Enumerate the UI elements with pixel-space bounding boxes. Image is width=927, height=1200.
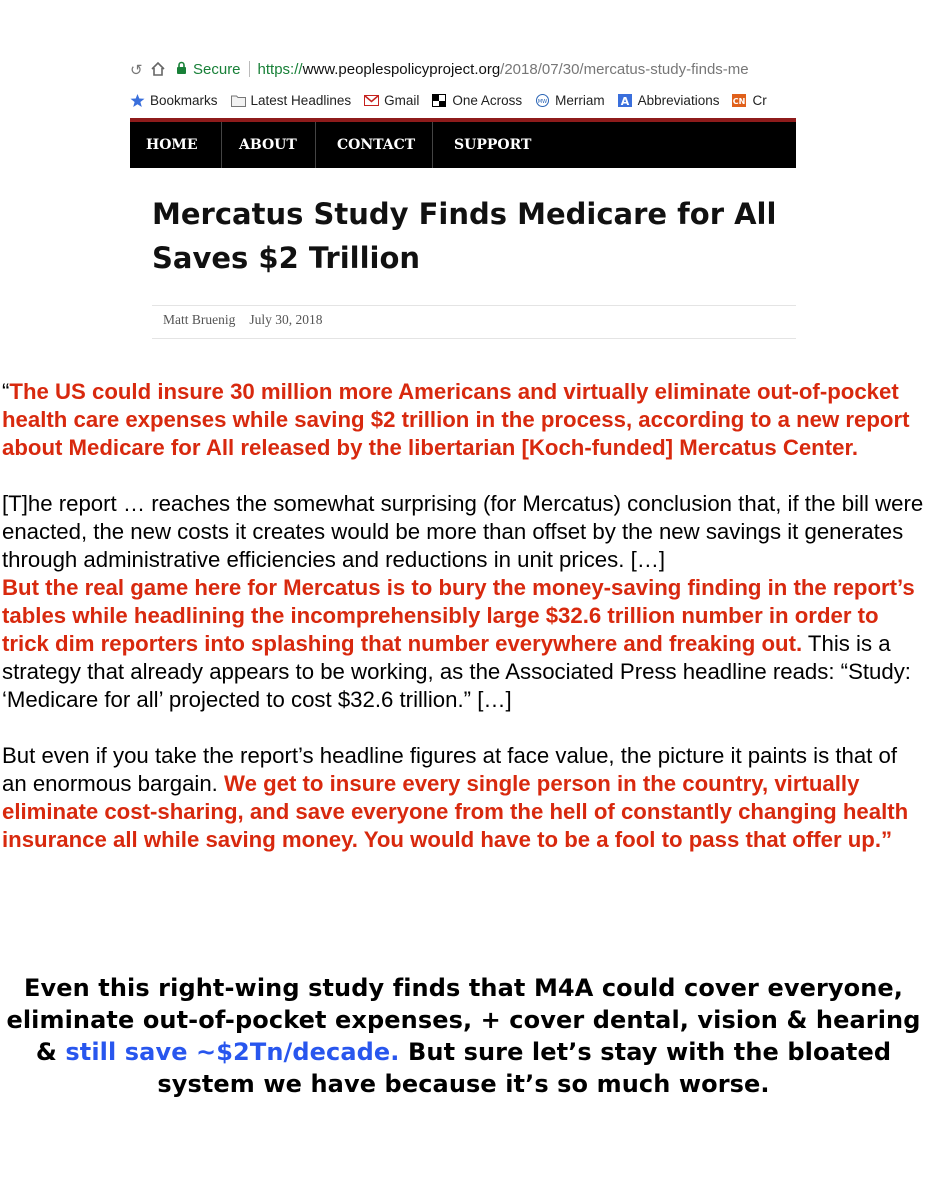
browser-url-bar	[130, 50, 796, 88]
paragraph-gap	[2, 462, 927, 490]
bookmark-abbreviations[interactable]	[618, 90, 720, 112]
byline-divider	[152, 305, 796, 306]
nav-about[interactable]: ABOUT	[239, 137, 297, 153]
crossword-icon	[432, 94, 447, 107]
bookmark-label: Latest Headlines	[250, 93, 352, 108]
bookmark-merriam[interactable]	[535, 90, 605, 112]
nav-support[interactable]: SUPPORT	[454, 137, 532, 153]
lock-icon	[176, 61, 187, 75]
byline	[163, 312, 323, 328]
address-bar[interactable]	[176, 57, 796, 83]
quote-paragraph-4	[2, 742, 927, 854]
bookmarks-bar	[130, 90, 796, 112]
author-name[interactable]: Matt Bruenig	[163, 312, 236, 327]
bookmark-label: Cr	[752, 93, 767, 108]
article-title: Mercatus Study Finds Medicare for All Saves $2 Trillion	[152, 197, 777, 275]
highlighted-text: The US could insure 30 million more Americans and virtually eliminate out-of-pocket health care expenses while saving $2 trillion in the process, according to a new report about Medicare for All released by the libertarian [Koch-funded] Mercatus Center.	[2, 379, 910, 460]
reload-icon[interactable]: ↺	[130, 62, 143, 79]
commentary-caption	[0, 972, 927, 1100]
svg-text:A: A	[620, 95, 629, 107]
svg-text:CN: CN	[733, 97, 746, 106]
url-path: /2018/07/30/mercatus-study-finds-me	[500, 61, 749, 78]
bookmark-label: Gmail	[384, 93, 420, 108]
nav-divider	[221, 122, 222, 168]
paragraph-gap	[2, 714, 927, 742]
plain-text: This is a strategy that already appears to be working, as the Associated Press headline reads: “Study: ‘Medicare for all’ projected to cost $32.6 trillion.” […]	[2, 631, 911, 712]
quote-paragraph-3	[2, 574, 927, 714]
bookmark-gmail[interactable]	[364, 90, 419, 112]
star-icon	[130, 94, 145, 107]
quote-paragraph-2: [T]he report … reaches the somewhat surprising (for Mercatus) conclusion that, if the bill were enacted, the new costs it creates would be more than offset by the new savings it generates through administrative efficiencies and reductions in unit prices. […]	[2, 491, 924, 572]
bookmark-bookmarks[interactable]	[130, 90, 218, 112]
byline-divider	[152, 338, 796, 339]
bookmark-label: Abbreviations	[637, 93, 720, 108]
abbreviations-icon	[618, 94, 633, 107]
article-screenshot	[130, 50, 796, 345]
secure-label: Secure	[193, 61, 241, 78]
commentary-text: Even this right-wing study finds that M4A could cover everyone, eliminate out-of-pocket expenses, + cover dental, vision & hearing &	[6, 974, 921, 1066]
nav-divider	[315, 122, 316, 168]
nav-contact[interactable]: CONTACT	[337, 137, 416, 153]
divider	[249, 61, 250, 77]
bookmark-site-icon	[732, 94, 747, 107]
bookmark-one-across[interactable]	[432, 90, 522, 112]
commentary-highlight: still save ~$2Tn/decade.	[65, 1038, 400, 1066]
highlighted-text: But the real game here for Mercatus is to bury the money-saving finding in the report’s tables while headlining the incomprehensibly large $32.6 trillion number in order to trick dim reporters into splashing that number everywhere and freaking out.	[2, 575, 915, 656]
plain-text: But even if you take the report’s headline figures at face value, the picture it paints is that of an enormous bargain.	[2, 743, 898, 796]
home-icon[interactable]	[150, 61, 166, 77]
publish-date: July 30, 2018	[249, 312, 323, 327]
bookmark-cr[interactable]	[732, 90, 766, 112]
highlighted-text: We get to insure every single person in the country, virtually eliminate cost-sharing, and save everyone from the hell of constantly changing health insurance all while saving money. You would have to be a fool to pass that offer up.”	[2, 771, 909, 852]
merriam-webster-icon	[535, 94, 550, 107]
url-host: www.peoplespolicyproject.org	[302, 61, 501, 78]
article-quote	[2, 378, 927, 854]
bookmark-label: Bookmarks	[150, 93, 218, 108]
folder-icon	[231, 94, 246, 107]
svg-text:MW: MW	[538, 99, 548, 105]
nav-divider	[432, 122, 433, 168]
bookmark-latest-headlines[interactable]	[231, 90, 352, 112]
nav-home[interactable]: HOME	[146, 137, 198, 153]
gmail-icon	[364, 94, 379, 107]
bookmark-label: One Across	[452, 93, 523, 108]
bookmark-label: Merriam	[555, 93, 605, 108]
quote-paragraph-1	[2, 378, 927, 462]
site-nav	[130, 122, 796, 168]
commentary-text: But sure let’s stay with the bloated system we have because it’s so much worse.	[157, 1038, 892, 1098]
open-quote-mark: “	[2, 379, 10, 404]
url-scheme: https://	[257, 61, 303, 78]
